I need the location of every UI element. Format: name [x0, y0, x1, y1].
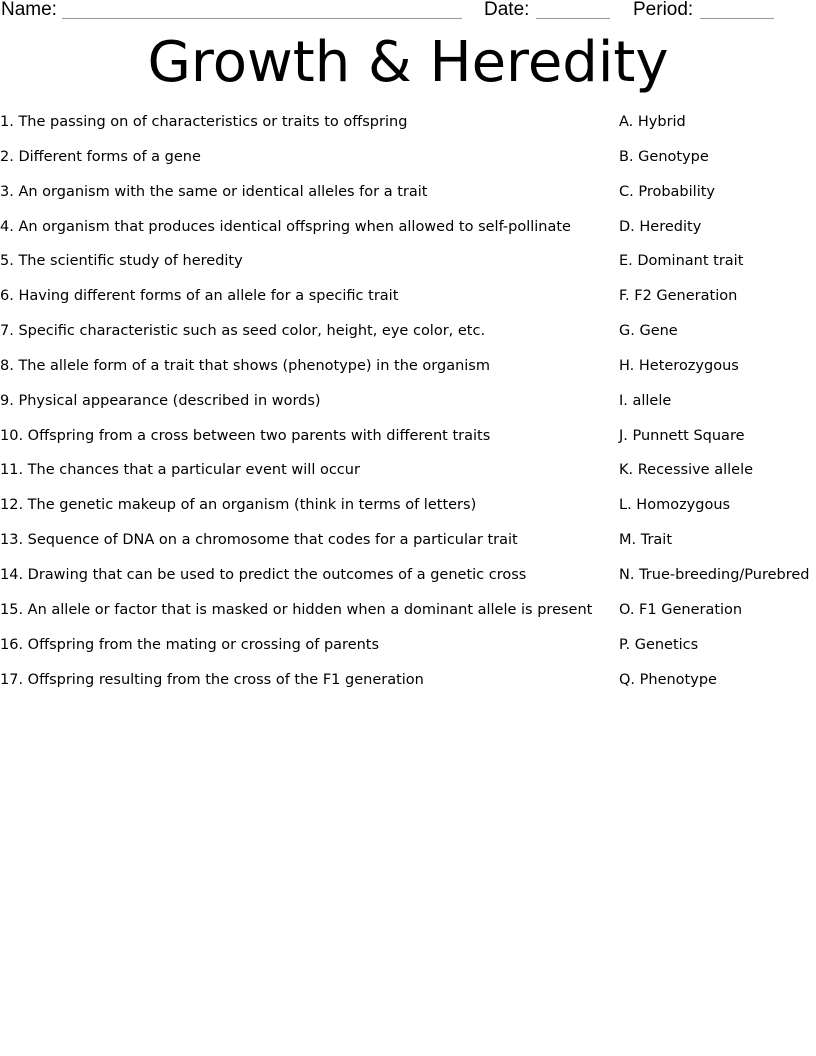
answer-option: K. Recessive allele — [619, 462, 754, 479]
matching-row — [0, 634, 816, 669]
worksheet-header — [0, 0, 816, 24]
answer-option: Q. Phenotype — [619, 671, 717, 688]
answer-option: E. Dominant trait — [619, 253, 744, 270]
answer-option: L. Homozygous — [619, 497, 731, 514]
answer-option: P. Genetics — [619, 636, 699, 653]
clue-text: 2. Different forms of a gene — [0, 148, 201, 165]
clue-text: 16. Offspring from the mating or crossing of parents — [0, 636, 380, 653]
page-title: Growth & Heredity — [147, 30, 669, 95]
matching-row — [0, 320, 816, 355]
matching-row — [0, 669, 816, 704]
matching-row — [0, 459, 816, 494]
matching-row — [0, 250, 816, 285]
answer-option: O. F1 Generation — [619, 601, 743, 618]
answer-option: F. F2 Generation — [619, 288, 738, 305]
answer-option: C. Probability — [619, 183, 715, 200]
matching-list — [0, 111, 816, 703]
answer-option: D. Heredity — [619, 218, 702, 235]
clue-text: 11. The chances that a particular event will occur — [0, 462, 360, 479]
clue-text: 17. Offspring resulting from the cross of the F1 generation — [0, 671, 424, 688]
answer-option: M. Trait — [619, 532, 673, 549]
answer-option: G. Gene — [619, 323, 678, 340]
date-label: Date: — [484, 0, 530, 20]
matching-row — [0, 494, 816, 529]
clue-text: 3. An organism with the same or identical alleles for a trait — [0, 183, 428, 200]
name-blank[interactable] — [62, 18, 462, 19]
matching-row — [0, 111, 816, 146]
matching-row — [0, 285, 816, 320]
matching-row — [0, 146, 816, 181]
clue-text: 12. The genetic makeup of an organism (think in terms of letters) — [0, 497, 477, 514]
clue-text: 10. Offspring from a cross between two parents with different traits — [0, 427, 491, 444]
period-label: Period: — [633, 0, 694, 20]
matching-row — [0, 181, 816, 216]
clue-text: 14. Drawing that can be used to predict the outcomes of a genetic cross — [0, 566, 527, 583]
answer-option: I. allele — [619, 392, 672, 409]
period-blank[interactable] — [700, 18, 774, 19]
matching-row — [0, 564, 816, 599]
name-label: Name: — [1, 0, 57, 20]
matching-row — [0, 425, 816, 460]
clue-text: 1. The passing on of characteristics or traits to offspring — [0, 114, 408, 130]
date-blank[interactable] — [536, 18, 610, 19]
clue-text: 5. The scientific study of heredity — [0, 253, 243, 270]
clue-text: 4. An organism that produces identical offspring when allowed to self-pollinate — [0, 218, 571, 235]
matching-row — [0, 390, 816, 425]
clue-text: 9. Physical appearance (described in words) — [0, 392, 321, 409]
answer-option: J. Punnett Square — [619, 427, 745, 444]
clue-text: 7. Specific characteristic such as seed color, height, eye color, etc. — [0, 323, 486, 340]
answer-option: N. True-breeding/Purebred — [619, 566, 810, 583]
answer-option: H. Heterozygous — [619, 357, 739, 374]
matching-row — [0, 529, 816, 564]
clue-text: 6. Having different forms of an allele for a specific trait — [0, 288, 399, 305]
clue-text: 15. An allele or factor that is masked or hidden when a dominant allele is present — [0, 601, 593, 618]
matching-row — [0, 599, 816, 634]
matching-row — [0, 216, 816, 251]
answer-option: A. Hybrid — [619, 114, 686, 130]
answer-option: B. Genotype — [619, 148, 709, 165]
matching-row — [0, 355, 816, 390]
clue-text: 8. The allele form of a trait that shows (phenotype) in the organism — [0, 357, 490, 374]
clue-text: 13. Sequence of DNA on a chromosome that codes for a particular trait — [0, 532, 518, 549]
